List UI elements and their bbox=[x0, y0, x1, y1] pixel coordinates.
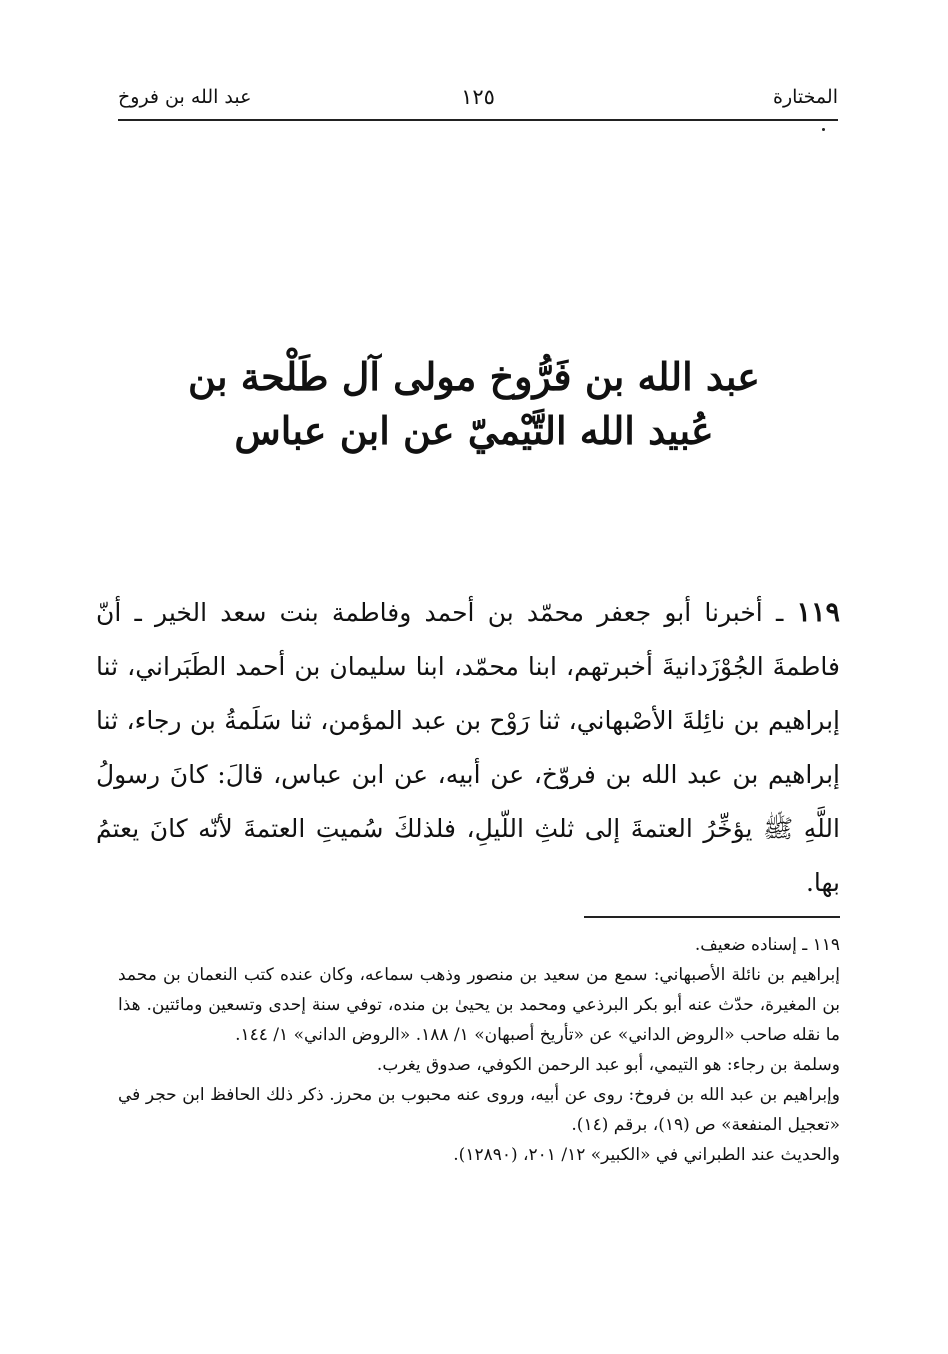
footnote-rule bbox=[584, 916, 840, 918]
header-chapter-title: عبد الله بن فروخ bbox=[118, 86, 252, 108]
page-number: ١٢٥ bbox=[461, 85, 495, 109]
chapter-heading-line-2: عُبيد الله التَّيْميّ عن ابن عباس bbox=[234, 408, 714, 453]
chapter-heading bbox=[100, 350, 848, 458]
footnote-line: إبراهيم بن نائلة الأصبهاني: سمع من سعيد بن منصور وذهب سماعه، وكان عنده كتب النعمان بن محمد بن المغيرة، حدّث عنه أبو بكر البرذعي ومحمد بن يحيىٰ بن منده، توفي سنة إحدى وتسعين ومائتين. هذا ما نقله صاحب «الروض الداني» عن «تأريخ أصبهان» ١/ ١٨٨. «الروض الداني» ١/ ١٤٤. bbox=[118, 965, 840, 1045]
hadith-number: ١١٩ bbox=[796, 597, 840, 628]
chapter-heading-line-1: عبد الله بن فَرُّوخ مولى آل طَلْحة بن bbox=[188, 354, 760, 399]
footnote-line: ١١٩ ـ إسناده ضعيف. bbox=[694, 935, 840, 955]
hadith-text bbox=[96, 586, 840, 910]
header-rule bbox=[118, 119, 838, 121]
footnote-line: وسلمة بن رجاء: هو التيمي، أبو عبد الرحمن الكوفي، صدوق يغرب. bbox=[376, 1055, 840, 1075]
hadith-body: ـ أخبرنا أبو جعفر محمّد بن أحمد وفاطمة بنت سعد الخير ـ أنّ فاطمةَ الجُوْزَدانيةَ أخبرتهم، ابنا محمّد، ابنا سليمان بن أحمد الطَبَراني، ثنا إبراهيم بن نائِلةَ الأصْبهاني، ثنا رَوْح بن عبد المؤمن، ثنا سَلَمةُ بن رجاء، ثنا إبراهيم بن عبد الله بن فروّخ، عن أبيه، عن ابن عباس، قالَ: كانَ رسولُ اللَّهِ ﷺ يؤخِّرُ العتمةَ إلى ثلثِ اللّيلِ، فلذلكَ سُميتِ العتمةَ لأنّه كانَ يعتمُ بها. bbox=[96, 598, 840, 897]
header-dot bbox=[822, 128, 825, 131]
footnote-line: وإبراهيم بن عبد الله بن فروخ: روى عن أبيه، وروى عنه محبوب بن محرز. ذكر ذلك الحافظ ابن حجر في «تعجيل المنفعة» ص (١٩)، برقم (١٤). bbox=[118, 1085, 840, 1135]
header-book-title: المختارة bbox=[773, 86, 838, 108]
footnote-line: والحديث عند الطبراني في «الكبير» ١٢/ ٢٠١، (١٢٨٩٠). bbox=[453, 1145, 840, 1165]
footnotes bbox=[118, 930, 840, 1170]
running-header bbox=[118, 82, 838, 112]
